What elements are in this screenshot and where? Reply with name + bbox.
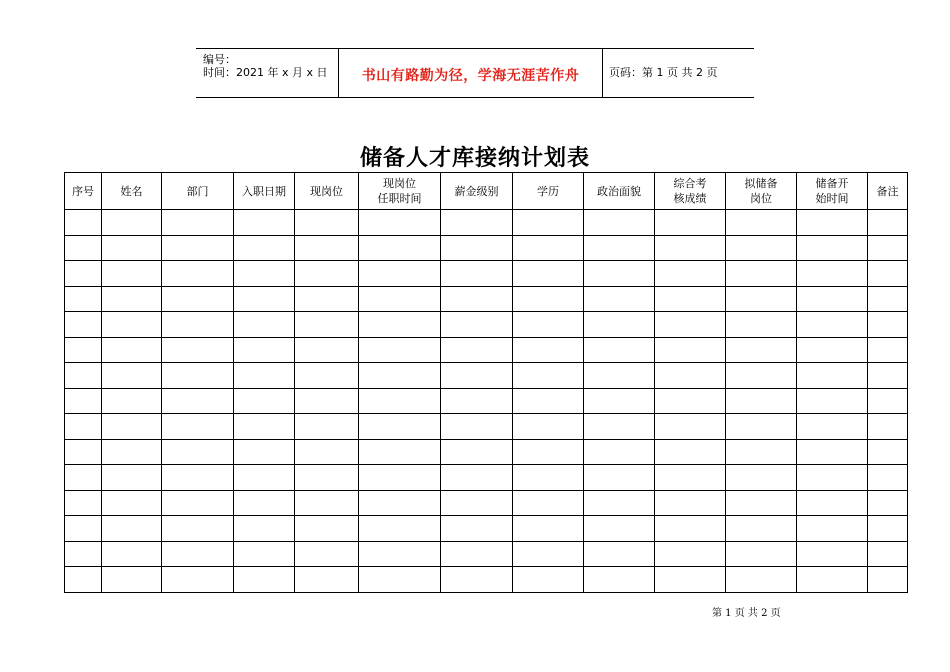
table-cell[interactable]	[868, 465, 908, 491]
table-cell[interactable]	[162, 235, 234, 261]
table-cell[interactable]	[441, 439, 513, 465]
table-cell[interactable]	[584, 312, 655, 338]
table-cell[interactable]	[513, 235, 584, 261]
table-row	[65, 465, 908, 491]
table-cell[interactable]	[868, 286, 908, 312]
table-cell[interactable]	[359, 210, 441, 236]
table-cell[interactable]	[102, 286, 162, 312]
table-cell[interactable]	[295, 414, 359, 440]
table-cell[interactable]	[441, 210, 513, 236]
table-row	[65, 414, 908, 440]
table-cell[interactable]	[797, 210, 868, 236]
table-cell[interactable]	[234, 286, 295, 312]
table-cell[interactable]	[726, 541, 797, 567]
table-cell[interactable]	[726, 439, 797, 465]
table-cell[interactable]	[234, 541, 295, 567]
column-header: 储备开 始时间	[797, 173, 868, 210]
table-cell[interactable]	[513, 388, 584, 414]
table-cell[interactable]	[65, 286, 102, 312]
table-cell[interactable]	[797, 235, 868, 261]
table-cell[interactable]	[655, 567, 726, 593]
table-cell[interactable]	[584, 567, 655, 593]
table-cell[interactable]	[441, 286, 513, 312]
table-cell[interactable]	[655, 439, 726, 465]
table-cell[interactable]	[65, 337, 102, 363]
table-cell[interactable]	[726, 465, 797, 491]
table-cell[interactable]	[513, 286, 584, 312]
table-cell[interactable]	[359, 235, 441, 261]
table-cell[interactable]	[102, 235, 162, 261]
table-cell[interactable]	[441, 337, 513, 363]
column-header: 政治面貌	[584, 173, 655, 210]
table-cell[interactable]	[441, 363, 513, 389]
table-cell[interactable]	[102, 363, 162, 389]
table-cell[interactable]	[655, 210, 726, 236]
table-cell[interactable]	[655, 388, 726, 414]
table-cell[interactable]	[655, 490, 726, 516]
table-cell[interactable]	[441, 312, 513, 338]
table-cell[interactable]	[726, 567, 797, 593]
table-cell[interactable]	[234, 414, 295, 440]
table-cell[interactable]	[584, 210, 655, 236]
table-cell[interactable]	[65, 465, 102, 491]
table-cell[interactable]	[359, 490, 441, 516]
table-cell[interactable]	[295, 337, 359, 363]
table-cell[interactable]	[513, 363, 584, 389]
table-cell[interactable]	[441, 465, 513, 491]
column-header: 姓名	[102, 173, 162, 210]
header-meta-cell	[196, 49, 338, 97]
table-row	[65, 490, 908, 516]
table-cell[interactable]	[234, 312, 295, 338]
table-cell[interactable]	[295, 516, 359, 542]
table-cell[interactable]	[162, 261, 234, 287]
table-body	[65, 210, 908, 593]
table-cell[interactable]	[726, 337, 797, 363]
table-cell[interactable]	[513, 261, 584, 287]
table-cell[interactable]	[584, 388, 655, 414]
table-cell[interactable]	[359, 337, 441, 363]
table-cell[interactable]	[584, 286, 655, 312]
table-cell[interactable]	[797, 286, 868, 312]
table-cell[interactable]	[234, 567, 295, 593]
header-motto-cell	[338, 49, 603, 97]
table-cell[interactable]	[359, 414, 441, 440]
table-cell[interactable]	[162, 465, 234, 491]
table-cell[interactable]	[441, 567, 513, 593]
table-cell[interactable]	[584, 414, 655, 440]
table-cell[interactable]	[234, 261, 295, 287]
table-cell[interactable]	[655, 363, 726, 389]
table-cell[interactable]	[162, 541, 234, 567]
table-cell[interactable]	[102, 541, 162, 567]
table-cell[interactable]	[234, 235, 295, 261]
table-cell[interactable]	[513, 337, 584, 363]
table-cell[interactable]	[102, 465, 162, 491]
table-cell[interactable]	[584, 337, 655, 363]
table-cell[interactable]	[102, 312, 162, 338]
table-cell[interactable]	[65, 490, 102, 516]
table-cell[interactable]	[234, 490, 295, 516]
table-cell[interactable]	[102, 388, 162, 414]
table-cell[interactable]	[726, 210, 797, 236]
table-cell[interactable]	[726, 490, 797, 516]
table-cell[interactable]	[513, 312, 584, 338]
table-row	[65, 210, 908, 236]
table-cell[interactable]	[726, 363, 797, 389]
table-cell[interactable]	[797, 337, 868, 363]
table-row	[65, 567, 908, 593]
table-cell[interactable]	[441, 388, 513, 414]
table-cell[interactable]	[655, 516, 726, 542]
table-cell[interactable]	[655, 286, 726, 312]
table-cell[interactable]	[513, 490, 584, 516]
column-header: 备注	[868, 173, 908, 210]
table-cell[interactable]	[359, 286, 441, 312]
table-cell[interactable]	[441, 490, 513, 516]
column-header: 部门	[162, 173, 234, 210]
table-cell[interactable]	[65, 567, 102, 593]
table-cell[interactable]	[726, 388, 797, 414]
plan-table	[64, 172, 908, 593]
table-cell[interactable]	[295, 210, 359, 236]
table-cell[interactable]	[65, 261, 102, 287]
table-cell[interactable]	[584, 261, 655, 287]
table-cell[interactable]	[441, 414, 513, 440]
table-cell[interactable]	[513, 516, 584, 542]
table-cell[interactable]	[868, 261, 908, 287]
table-cell[interactable]	[162, 567, 234, 593]
table-cell[interactable]	[797, 312, 868, 338]
table-cell[interactable]	[234, 465, 295, 491]
table-cell[interactable]	[868, 567, 908, 593]
table-cell[interactable]	[868, 235, 908, 261]
table-cell[interactable]	[102, 337, 162, 363]
table-cell[interactable]	[102, 516, 162, 542]
table-cell[interactable]	[797, 414, 868, 440]
table-cell[interactable]	[868, 490, 908, 516]
table-cell[interactable]	[441, 261, 513, 287]
table-cell[interactable]	[441, 541, 513, 567]
table-cell[interactable]	[726, 261, 797, 287]
table-cell[interactable]	[65, 388, 102, 414]
table-cell[interactable]	[102, 210, 162, 236]
table-cell[interactable]	[868, 363, 908, 389]
table-cell[interactable]	[65, 541, 102, 567]
table-cell[interactable]	[655, 235, 726, 261]
table-cell[interactable]	[584, 363, 655, 389]
table-cell[interactable]	[513, 414, 584, 440]
table-cell[interactable]	[868, 210, 908, 236]
table-cell[interactable]	[102, 439, 162, 465]
table-cell[interactable]	[868, 337, 908, 363]
table-cell[interactable]	[65, 439, 102, 465]
table-cell[interactable]	[359, 312, 441, 338]
table-row	[65, 312, 908, 338]
table-cell[interactable]	[868, 312, 908, 338]
column-header: 序号	[65, 173, 102, 210]
table-cell[interactable]	[868, 388, 908, 414]
table-cell[interactable]	[584, 541, 655, 567]
table-cell[interactable]	[797, 439, 868, 465]
table-cell[interactable]	[797, 490, 868, 516]
table-cell[interactable]	[655, 414, 726, 440]
table-cell[interactable]	[234, 388, 295, 414]
table-cell[interactable]	[655, 312, 726, 338]
table-cell[interactable]	[102, 261, 162, 287]
table-cell[interactable]	[234, 337, 295, 363]
table-cell[interactable]	[868, 414, 908, 440]
table-row	[65, 439, 908, 465]
table-cell[interactable]	[441, 235, 513, 261]
table-cell[interactable]	[797, 363, 868, 389]
motto-text: 书山有路勤为径，学海无涯苦作舟	[361, 68, 580, 84]
table-cell[interactable]	[726, 414, 797, 440]
table-cell[interactable]	[441, 516, 513, 542]
table-cell[interactable]	[234, 210, 295, 236]
table-cell[interactable]	[797, 541, 868, 567]
document-header	[196, 48, 754, 98]
table-cell[interactable]	[162, 363, 234, 389]
table-cell[interactable]	[162, 286, 234, 312]
table-cell[interactable]	[162, 210, 234, 236]
table-cell[interactable]	[726, 516, 797, 542]
column-header: 学历	[513, 173, 584, 210]
number-label: 编号：	[203, 53, 236, 66]
table-cell[interactable]	[584, 490, 655, 516]
table-cell[interactable]	[65, 235, 102, 261]
table-cell[interactable]	[295, 567, 359, 593]
table-row	[65, 541, 908, 567]
table-row	[65, 261, 908, 287]
table-cell[interactable]	[162, 414, 234, 440]
table-cell[interactable]	[726, 286, 797, 312]
table-cell[interactable]	[359, 465, 441, 491]
table-cell[interactable]	[797, 261, 868, 287]
table-cell[interactable]	[868, 516, 908, 542]
table-cell[interactable]	[797, 465, 868, 491]
table-cell[interactable]	[162, 439, 234, 465]
table-cell[interactable]	[868, 439, 908, 465]
page-title: 储备人才库接纳计划表	[359, 146, 590, 171]
column-header: 综合考 核成绩	[655, 173, 726, 210]
header-page-cell	[602, 49, 754, 97]
table-cell[interactable]	[513, 541, 584, 567]
table-cell[interactable]	[295, 541, 359, 567]
table-cell[interactable]	[655, 541, 726, 567]
table-cell[interactable]	[359, 261, 441, 287]
table-cell[interactable]	[295, 439, 359, 465]
table-cell[interactable]	[162, 312, 234, 338]
table-cell[interactable]	[655, 465, 726, 491]
table-cell[interactable]	[65, 312, 102, 338]
column-header: 现岗位	[295, 173, 359, 210]
table-row	[65, 516, 908, 542]
table-cell[interactable]	[359, 567, 441, 593]
table-cell[interactable]	[65, 414, 102, 440]
table-row	[65, 286, 908, 312]
table-cell[interactable]	[295, 235, 359, 261]
table-cell[interactable]	[359, 541, 441, 567]
page-info: 页码：第 1 页 共 2 页	[609, 66, 718, 79]
table-cell[interactable]	[359, 516, 441, 542]
column-header: 现岗位 任职时间	[359, 173, 441, 210]
table-cell[interactable]	[797, 516, 868, 542]
table-row	[65, 388, 908, 414]
table-cell[interactable]	[359, 439, 441, 465]
table-cell[interactable]	[797, 388, 868, 414]
table-cell[interactable]	[359, 388, 441, 414]
table-cell[interactable]	[295, 363, 359, 389]
table-header-row	[65, 173, 908, 210]
table-cell[interactable]	[295, 465, 359, 491]
table-cell[interactable]	[584, 465, 655, 491]
table-cell[interactable]	[295, 490, 359, 516]
table-cell[interactable]	[584, 516, 655, 542]
table-cell[interactable]	[359, 363, 441, 389]
table-row	[65, 363, 908, 389]
table-cell[interactable]	[162, 516, 234, 542]
column-header: 拟储备 岗位	[726, 173, 797, 210]
table-cell[interactable]	[234, 516, 295, 542]
table-cell[interactable]	[65, 210, 102, 236]
page-footer: 第 1 页 共 2 页	[712, 608, 781, 619]
column-header: 薪金级别	[441, 173, 513, 210]
table-cell[interactable]	[584, 439, 655, 465]
table-cell[interactable]	[584, 235, 655, 261]
table-cell[interactable]	[295, 261, 359, 287]
table-cell[interactable]	[726, 235, 797, 261]
table-cell[interactable]	[655, 337, 726, 363]
table-cell[interactable]	[102, 414, 162, 440]
date-label: 时间：2021 年 x 月 x 日	[203, 66, 328, 79]
table-cell[interactable]	[513, 567, 584, 593]
table-cell[interactable]	[234, 363, 295, 389]
table-cell[interactable]	[102, 490, 162, 516]
table-cell[interactable]	[65, 363, 102, 389]
table-cell[interactable]	[162, 388, 234, 414]
table-cell[interactable]	[102, 567, 162, 593]
table-cell[interactable]	[234, 439, 295, 465]
table-cell[interactable]	[162, 337, 234, 363]
table-cell[interactable]	[295, 388, 359, 414]
table-row	[65, 235, 908, 261]
table-cell[interactable]	[797, 567, 868, 593]
table-cell[interactable]	[513, 465, 584, 491]
table-cell[interactable]	[295, 286, 359, 312]
table-row	[65, 337, 908, 363]
table-cell[interactable]	[162, 490, 234, 516]
table-cell[interactable]	[868, 541, 908, 567]
table-cell[interactable]	[513, 210, 584, 236]
table-cell[interactable]	[655, 261, 726, 287]
table-cell[interactable]	[726, 312, 797, 338]
column-header: 入职日期	[234, 173, 295, 210]
table-cell[interactable]	[513, 439, 584, 465]
table-cell[interactable]	[295, 312, 359, 338]
table-cell[interactable]	[65, 516, 102, 542]
